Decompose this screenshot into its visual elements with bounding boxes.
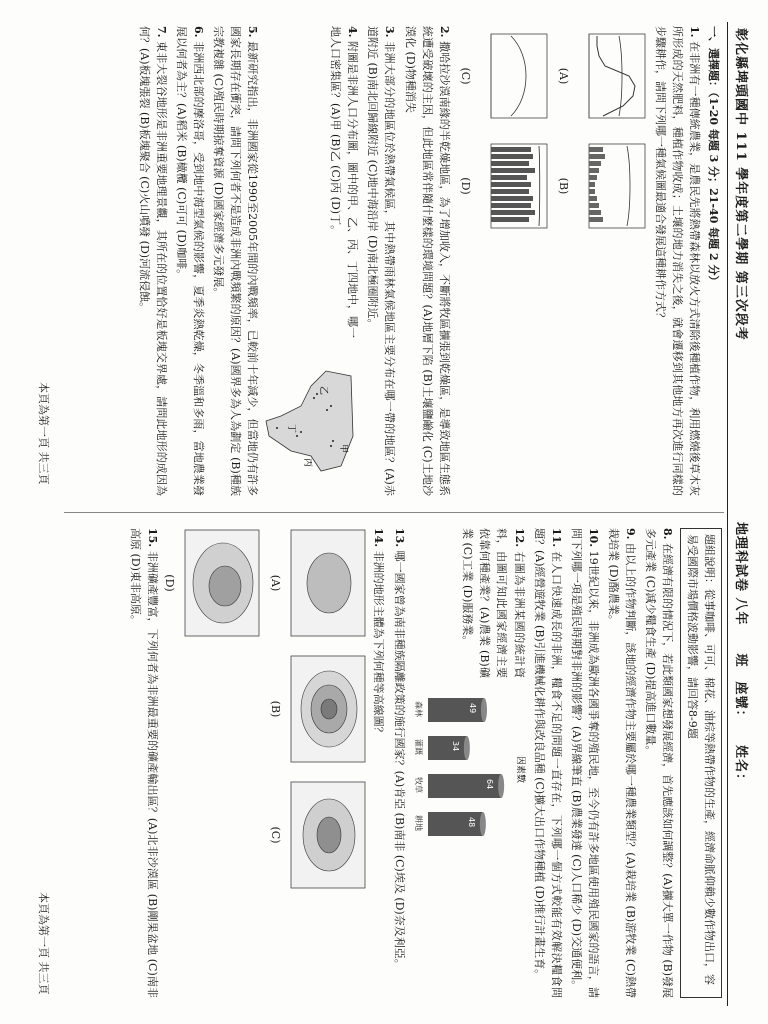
contour-graph-b [289,654,367,764]
question-4-block [261,26,361,496]
question-number: 8. [660,528,674,540]
bar-value-label: 49 [467,703,477,714]
question-number: 1. [687,26,701,38]
bar-cylinder-top [479,812,485,836]
contour-label-d: (D) [163,574,177,592]
question-number: 9. [623,528,637,540]
question-4 [264,26,361,338]
question-number: 12. [512,528,526,548]
section-title: 一、選擇題：（1-20 每題 3 分；21-40 每題 2 分） [707,26,720,287]
question-number: 13. [392,528,406,548]
africa-population-map [261,346,361,496]
bar-value-label: 64 [484,779,494,790]
exam-sheet-rotated [32,22,754,1006]
climate-charts-row-2 [457,26,551,496]
bar-value-label: 34 [450,741,460,752]
bar-cylinder [428,736,467,760]
option-label-c: (C) [458,67,472,85]
bar-series [414,698,504,836]
page-footer-right: 本頁為第一頁 共三頁 [37,892,50,995]
map-label-yi: 乙 [318,386,329,396]
page-footer-left: 本頁為第一頁 共三頁 [37,382,50,485]
map-label-bing: 丙 [302,458,313,468]
question-number: 5. [246,26,260,38]
bar-cylinder-top [481,698,487,722]
exam-header [727,22,754,1006]
question-15 [127,528,161,998]
question-text: 非洲的地形主體為下列何種等高線圖？ [372,550,386,738]
climate-graph-d [479,136,551,236]
bar-value-label: 48 [466,817,476,828]
climate-graph-c [479,26,551,126]
map-label-ding: 丁 [286,424,297,434]
question-text: 在經濟有限的情況下，若此類國家想發展經濟，首先應該如何調整？(A)擴大單一作物 (B)發展多元產業 (C)減少糧食生產 (D)提高進口數量。 [643,528,674,999]
question-text: 19世紀以來，非洲成為歐洲各國爭奪的殖民地，至今仍有許多地區使用殖民國家的語言，請問下列哪一項是殖民時期對非洲的影響？(A)界線筆直 (B)農業發達 (C)人口稀少 (D)交通便利。 [569,528,600,998]
contour-graph-c [289,780,367,890]
bar-category-label: 牧草 [413,777,423,793]
question-text: 非洲大部分的地區位於熱帶氣候區，其中熱帶雨林氣候地區主要分布在哪一帶的地區？(A)赤道附近 (B)南北回歸線附近 (C)地中海沿岸 (D)南北極圈附近。 [366,26,397,496]
question-number: 15. [146,528,160,548]
contour-label-a: (A) [269,574,283,592]
bar-cylinder-top [498,774,504,798]
question-text: 非洲西北部的摩洛哥，受到地中海型氣候的影響，夏季炎熱乾燥，冬季溫和多雨，當地農業發展以何者為主？(A)稻米 (B)橄欖 (C)可可 (D)咖啡。 [175,26,206,497]
option-label-b: (B) [556,177,570,195]
question-text: 最新研究指出，非洲國家從1990至2005年間的內戰頻率，已較前十年減少，但當地仍有許多國家長期存在衝突，請問下列何者不是造成非洲內戰頻繁的原因？(A)國界多為人為劃定 (B)種族宗教複雜 (C)殖民時期掠奪資源 (D)國家經濟多元發展。 [212,26,260,496]
climate-charts-row [555,26,649,496]
question-9 [605,528,639,998]
contour-maps-grid [161,528,367,998]
contour-map-b [267,654,367,764]
climate-chart-d [457,136,551,236]
question-number: 3. [383,26,397,38]
bar-category-label: 灌溉 [413,739,423,755]
question-text: 由以上的作物判斷，該地的經濟作物主要屬於哪一種農業類型？(A)栽培業 (B)游牧業 (C)熱帶栽培業 (D)酪農業。 [606,528,637,998]
cylinder-bar-chart [408,686,528,856]
contour-map-c [267,780,367,890]
question-group-intro: 題組說明：從事咖啡、可可、棉花、油棕等熱帶作物的生產，經濟命脈仰賴少數作物出口，容易受國際市場價格波動影響，請回答8-9題 [680,528,722,998]
subject-name-line: 地理科試卷 八年 班 座號： 姓名： [733,522,748,788]
question-text: 附圖是非洲人口分布圖，圖中的甲、乙、丙、丁四地中，哪一地人口密集區？(A)甲 (B)乙 (C)丙 (D)丁。 [329,26,360,338]
question-13 [390,528,407,998]
contour-graph-d [183,528,261,638]
option-label-a: (A) [556,67,570,85]
option-label-d: (D) [458,177,472,195]
question-number: 11. [549,528,563,548]
question-8 [642,528,676,998]
question-number: 6. [192,26,206,38]
contour-label-b: (B) [269,700,283,718]
column-divider [64,512,724,513]
climate-chart-b [555,136,649,236]
left-column [133,26,722,496]
right-column [124,528,722,998]
map-label-jia: 甲 [338,444,349,454]
question-text: 右圖為非洲某國的統計資料，由圖可知此國家經濟主要依靠何種產業？(A)農業 (B)礦業 (C)工業 (D)服務業。 [461,528,526,678]
question-number: 7. [155,26,169,38]
question-12-block [408,528,528,998]
contour-label-c: (C) [269,826,283,844]
question-3 [364,26,398,496]
bar-category-label: 森林 [413,701,423,717]
question-2 [401,26,452,496]
question-text: 哪一國家曾為南非種族隔離政策的施行國家？(A)肯亞 (B)南非 (C)埃及 (D)奈及利亞。 [392,550,406,970]
question-1 [652,26,703,496]
question-number: 14. [372,528,386,548]
bar-category-label: 耕地 [413,815,423,831]
question-text: 在非洲有一種傳統農業，是農民先將熱帶森林以放火方式清除後種植作物，利用燃燒後草木灰所形成的天然肥料，種植作物收成；土壤的地力消失之後，就會遷移到其他地方再次進行同樣的步驟耕作，請問下列哪一種氣候圖最適合發展這種耕作方式？ [653,26,701,497]
climate-chart-c [457,26,551,126]
contour-map-a [267,528,367,638]
question-5 [210,26,261,496]
question-10 [568,528,602,998]
question-6 [173,26,207,496]
question-text: 非洲礦產豐富，下列何者為非洲最重要的礦產輸出區？(A)北非沙漠區 (B)剛果盆地 (C)南非高原 (D)東非高原。 [129,528,160,999]
question-number: 4. [346,26,360,38]
question-text: 東非大裂谷地形是非洲重要地理景觀，其所在的位置恰好是板塊交界處，請問此地形的成因為何？(A)板塊張裂 (B)板塊聚合 (C)火山噴發 (D)河流侵蝕。 [138,26,169,497]
question-number: 10. [586,528,600,548]
question-number: 2. [437,26,451,38]
question-text: 在人口快速成長的非洲，糧食不足的問題一直存在，下列哪一個方式較能有效解決糧食問題？(A)經營遊牧業 (B)引進機械化耕作與改良品種 (C)擴大出口作物種植 (D)推行計畫生育。 [532,528,563,998]
bar-cylinder-top [463,736,469,760]
bar-chart-title: 因素數 [514,756,525,784]
contour-map-d [161,528,261,638]
climate-graph-b [577,136,649,236]
climate-graph-a [577,26,649,126]
climate-chart-a [555,26,649,126]
school-exam-title: 彰化縣埤頭國中 111 學年度第二學期 第三次段考 [733,28,748,341]
question-7 [136,26,170,496]
contour-graph-a [289,528,367,638]
question-text: 撒哈拉沙漠南緣的半乾燥地區，為了增加收入，不斷將牧區擴張到乾燥區，是導致地區生態系統遭受破壞的主因，但此地區常伴隨什麼樣的環境問題？(A)地層下陷 (B)土壤鹽鹼化 (C)土地沙漠化 (D)物種消失 [403,26,451,497]
question-11 [531,528,565,998]
question-12 [459,528,527,678]
question-14 [370,528,387,998]
